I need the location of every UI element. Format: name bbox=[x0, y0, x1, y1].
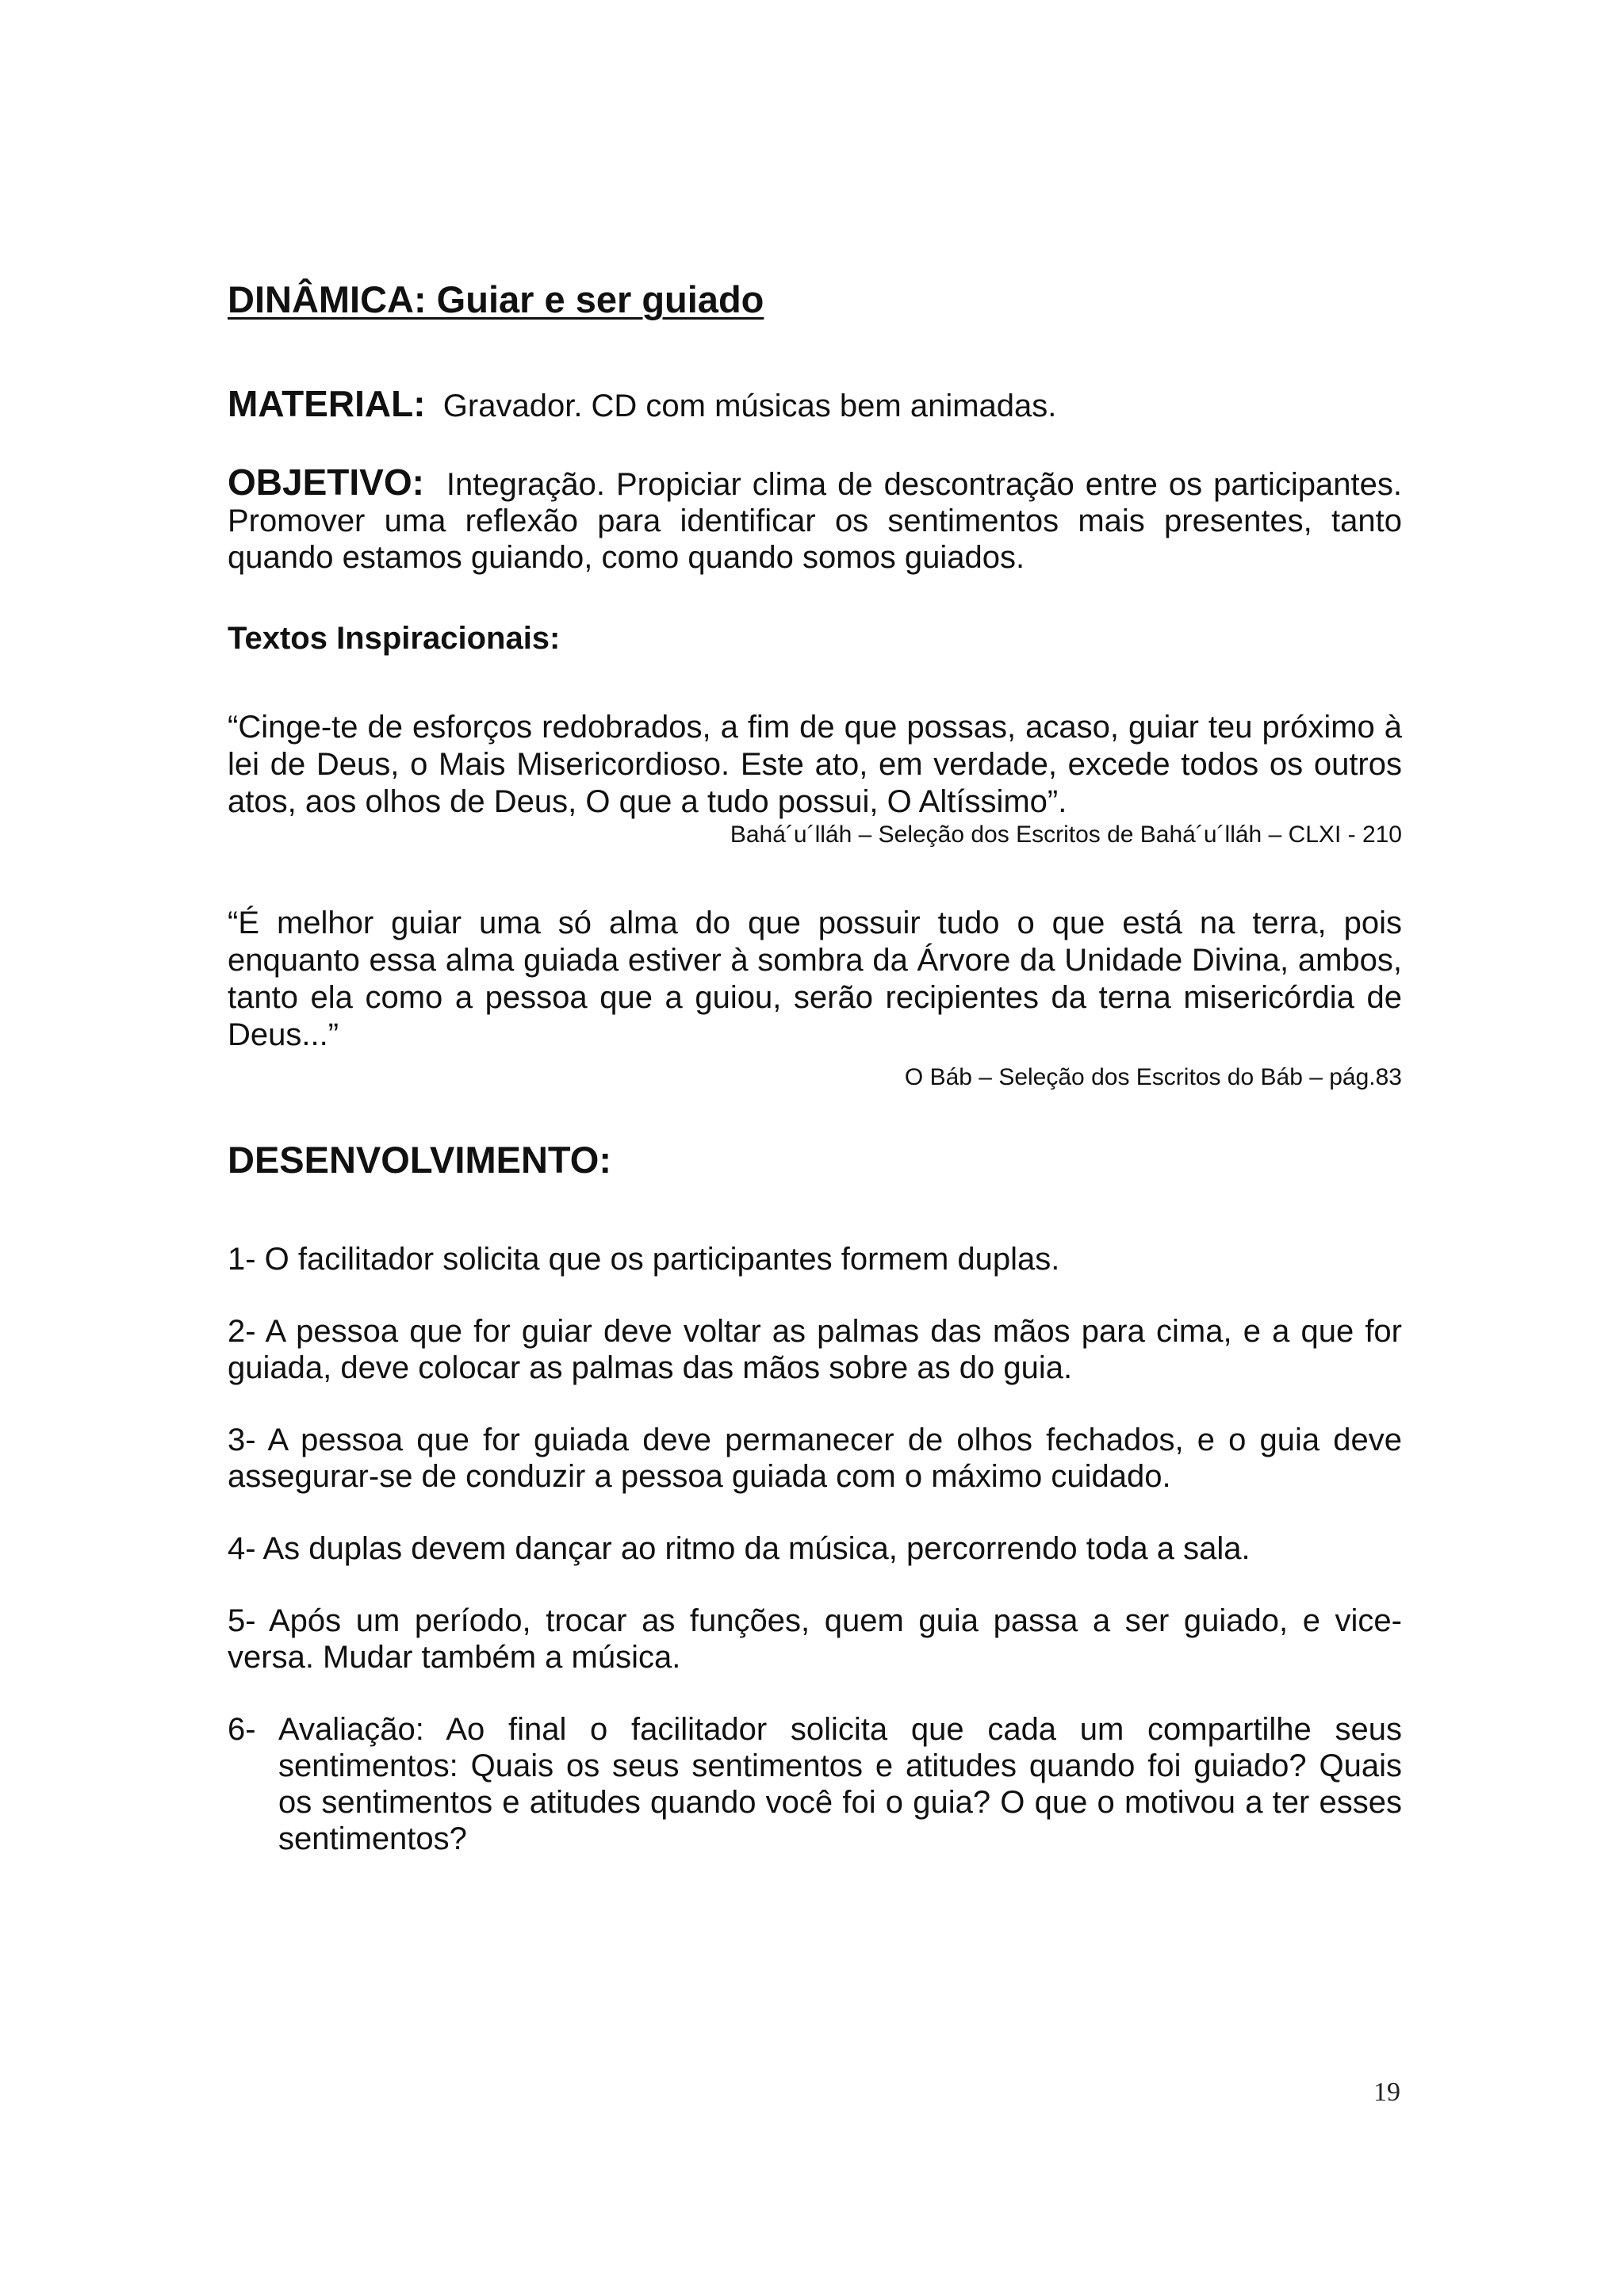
quote-2-citation: O Báb – Seleção dos Escritos do Báb – pág.83 bbox=[904, 1064, 1402, 1091]
objetivo-paragraph bbox=[228, 461, 1402, 576]
step-item: 3- A pessoa que for guiada deve permanecer de olhos fechados, e o guia deve assegurar-se de conduzir a pessoa guiada com o máximo cuidado. bbox=[228, 1423, 1402, 1495]
material-label: MATERIAL: bbox=[228, 383, 426, 425]
page-number: 19 bbox=[1373, 2078, 1400, 2107]
step-6-text: Avaliação: Ao final o facilitador solicita que cada um compartilhe seus sentimentos: Quais os seus sentimentos e atitudes quando foi guiado? Quais os sentimentos e atitudes quando você foi o guia? O que o motivou a ter esses sentimentos? bbox=[278, 1712, 1402, 1857]
step-item: 1- O facilitador solicita que os participantes formem duplas. bbox=[228, 1242, 1060, 1277]
material-text: Gravador. CD com músicas bem animadas. bbox=[442, 389, 1057, 424]
quote-1: “Cinge-te de esforços redobrados, a fim de que possas, acaso, guiar teu próximo à lei de Deus, o Mais Misericordioso. Este ato, em verdade, excede todos os outros atos, aos olhos de Deus, O que a tudo possui, O Altíssimo”. bbox=[228, 710, 1402, 820]
step-item-6 bbox=[228, 1711, 1402, 1857]
quote-1-citation: Bahá´u´lláh – Seleção dos Escritos de Bahá´u´lláh – CLXI - 210 bbox=[730, 821, 1402, 848]
objetivo-label: OBJETIVO: bbox=[228, 461, 424, 504]
material-paragraph bbox=[228, 385, 1402, 424]
desenvolvimento-heading: DESENVOLVIMENTO: bbox=[228, 1139, 611, 1181]
step-item: 5- Após um período, trocar as funções, quem guia passa a ser guiado, e vice-versa. Mudar também a música. bbox=[228, 1603, 1402, 1676]
step-6-number: 6- bbox=[228, 1712, 256, 1748]
objetivo-text: Integração. Propiciar clima de descontração entre os participantes. Promover uma reflexão para identificar os sentimentos mais presentes, tanto quando estamos guiando, como quando somos guiados. bbox=[228, 467, 1402, 576]
textos-inspiracionais-heading: Textos Inspiracionais: bbox=[228, 621, 561, 657]
steps-list bbox=[228, 1241, 1402, 1857]
quote-2: “É melhor guiar uma só alma do que possuir tudo o que está na terra, pois enquanto essa alma guiada estiver à sombra da Árvore da Unidade Divina, ambos, tanto ela como a pessoa que a guiou, serão recipientes da terna misericórdia de Deus...” bbox=[228, 906, 1402, 1053]
document-page bbox=[228, 278, 1402, 1893]
step-item: 4- As duplas devem dançar ao ritmo da música, percorrendo toda a sala. bbox=[228, 1531, 1251, 1567]
step-item: 2- A pessoa que for guiar deve voltar as palmas das mãos para cima, e a que for guiada, deve colocar as palmas das mãos sobre as do guia. bbox=[228, 1314, 1402, 1386]
document-title: DINÂMICA: Guiar e ser guiado bbox=[228, 278, 764, 320]
